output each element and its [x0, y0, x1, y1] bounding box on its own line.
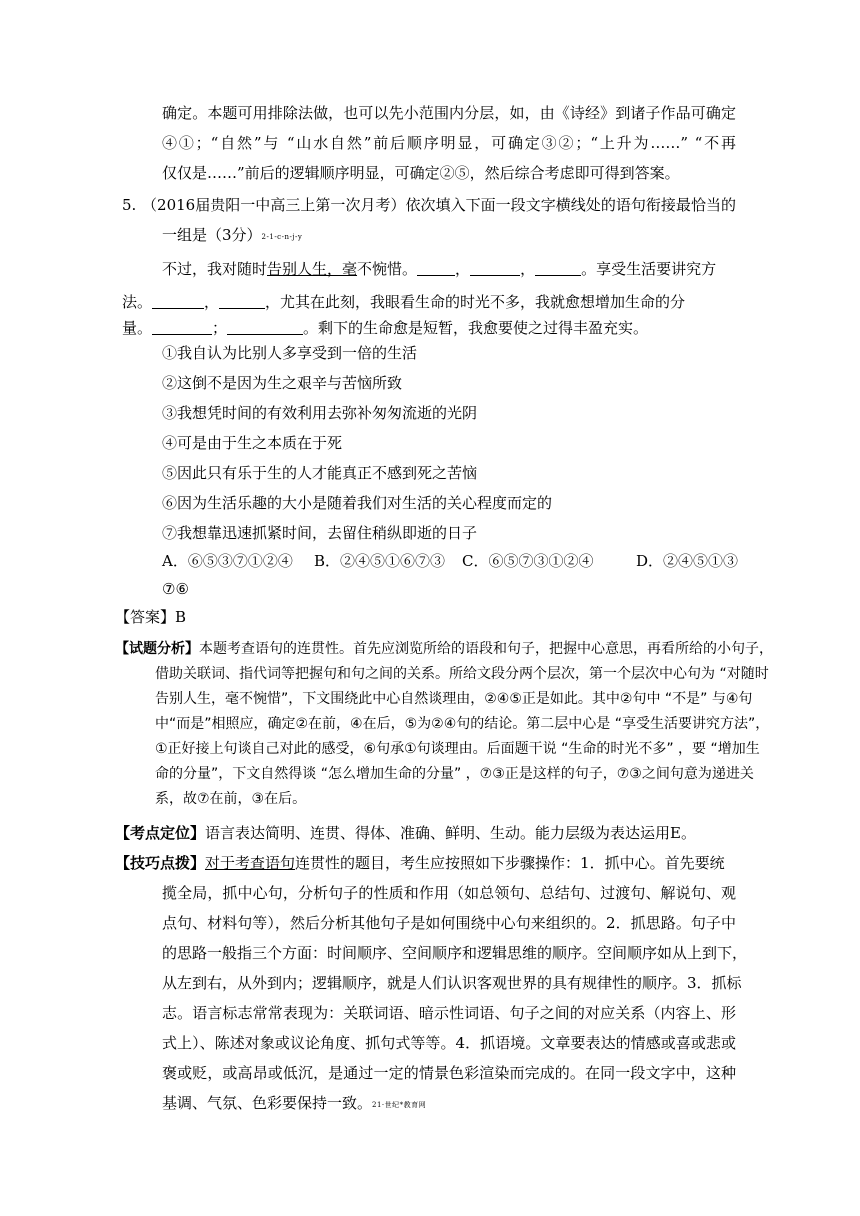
analysis-tag: 【试题分析】	[115, 641, 199, 657]
blank-1	[417, 260, 455, 276]
intro-line-1: 确定。本题可用排除法做，也可以先小范围内分层，如，由《诗经》到诸子作品可确定	[162, 104, 736, 122]
analysis-line-2: 借助关联词、指代词等把握句和句之间的关系。所给文段分两个层次，第一个层次中心句为 “对随时	[155, 666, 769, 682]
blank-3	[535, 260, 581, 276]
watermark-code: 2-1-c-n-j-y	[261, 233, 303, 241]
jiqiao-line-6: 志。语言标志常常表现为：关联词语、暗示性词语、句子之间的对应关系（内容上、形	[162, 1004, 736, 1022]
question-stem-line-1: （2016届贵阳一中高三上第一次月考）依次填入下面一段文字横线处的语句衔接最恰当的	[142, 196, 736, 214]
choice-sentence-2: ②这倒不是因为生之艰辛与苦恼所致	[162, 374, 403, 392]
jiqiao-line-2: 揽全局，抓中心句，分析句子的性质和作用（如总领句、总结句、过渡句、解说句、观	[162, 884, 736, 902]
choice-sentence-5: ⑤因此只有乐于生的人才能真正不感到死之苦恼	[162, 464, 478, 482]
question-number: 5.	[122, 196, 137, 214]
passage-line-3: 量。 ； 。剩下的生命愈是短暂，我愈要使之过得丰盈充实。	[122, 319, 649, 337]
option-b: B．②④⑤①⑥⑦③	[314, 552, 446, 570]
underlined-phrase: 告别人生，毫	[267, 260, 358, 278]
blank-5	[219, 293, 265, 309]
analysis-line-1: 【试题分析】本题考查语句的连贯性。首先应浏览所给的语段和句子，把握中心意思，再看所给的小句子，	[115, 641, 773, 657]
choice-sentence-3: ③我想凭时间的有效利用去弥补匆匆流逝的光阴	[162, 404, 478, 422]
kaodian-line: 【考点定位】语言表达简明、连贯、得体、准确、鲜明、生动。能力层级为表达运用E。	[115, 824, 696, 842]
analysis-line-5: ①正好接上句谈自己对此的感受，⑥句承①句谈理由。后面题干说 “生命的时光不多” ，要 “增加生	[155, 741, 760, 757]
choice-sentence-1: ①我自认为比别人多享受到一倍的生活	[162, 344, 418, 362]
answer-tag: 【答案】	[115, 608, 176, 626]
jiqiao-line-9: 基调、气氛、色彩要保持一致。21·世纪*教育网	[162, 1094, 427, 1112]
choice-sentence-7: ⑦我想靠迅速抓紧时间，去留住稍纵即逝的日子	[162, 524, 478, 542]
jiqiao-line-1: 【技巧点拨】对于考查语句连贯性的题目，考生应按照如下步骤操作：1．抓中心。首先要统	[115, 854, 725, 872]
intro-line-2: ④①；“自然”与 “山水自然”前后顺序明显，可确定③②；“上升为……” “不再	[162, 134, 736, 152]
jiqiao-line-4: 的思路一般指三个方面：时间顺序、空间顺序和逻辑思维的顺序。空间顺序如从上到下，	[162, 944, 748, 962]
choice-sentence-4: ④可是由于生之本质在于死	[162, 434, 343, 452]
option-d: D．②④⑤①③	[636, 552, 739, 570]
blank-4	[152, 293, 204, 309]
option-d-wrap: ⑦⑥	[162, 580, 189, 598]
answer-line	[115, 606, 186, 628]
kaodian-tag: 【考点定位】	[115, 824, 206, 842]
analysis-line-3: 告别人生，毫不惋惜”，下文围绕此中心自然谈理由，②④⑤正是如此。其中②句中 “不是” 与④句	[155, 691, 753, 707]
passage-line-2: 法。 ， ，尤其在此刻，我眼看生命的时光不多，我就愈想增加生命的分	[122, 293, 686, 311]
analysis-line-6: 命的分量”，下文自然得谈 “怎么增加生命的分量” ，⑦③正是这样的句子，⑦③之间句意为递进关	[155, 766, 754, 782]
jiqiao-line-5: 从左到右，从外到内；逻辑顺序，就是人们认识客观世界的具有规律性的顺序。3．抓标	[162, 974, 742, 992]
watermark-mark: 21·世纪*教育网	[372, 1101, 427, 1109]
underlined-phrase-2: 对于考查语句	[205, 854, 296, 872]
intro-line-3: 仅仅是……”前后的逻辑顺序明显，可确定②⑤，然后综合考虑即可得到答案。	[162, 164, 680, 182]
choice-sentence-6: ⑥因为生活乐趣的大小是随着我们对生活的关心程度而定的	[162, 494, 553, 512]
question-stem-line-2	[162, 224, 302, 248]
answer-value: B	[175, 608, 187, 626]
blank-6	[152, 319, 212, 335]
option-a: A．⑥⑤③⑦①②④	[162, 552, 293, 570]
jiqiao-line-3: 点句、材料句等），然后分析其他句子是如何围绕中心句来组织的。2．抓思路。句子中	[162, 914, 736, 932]
jiqiao-line-7: 式上）、陈述对象或议论角度、抓句式等等。4．抓语境。文章要表达的情感或喜或悲或	[162, 1034, 736, 1052]
question-stem-text: 一组是（3分）	[162, 226, 262, 244]
blank-2	[470, 260, 520, 276]
analysis-line-4: 中“而是”相照应，确定②在前，④在后，⑤为②④句的结论。第二层中心是 “享受生活要讲究方法”，	[155, 716, 770, 732]
jiqiao-tag: 【技巧点拨】	[115, 854, 206, 872]
passage-line-1: 不过，我对随时告别人生，毫不惋惜。 ， ， 。享受生活要讲究方	[162, 260, 717, 278]
jiqiao-line-8: 褒或贬，或高昂或低沉，是通过一定的情景色彩渲染而完成的。在同一段文字中，这种	[162, 1064, 736, 1082]
option-c: C．⑥⑤⑦③①②④	[462, 552, 594, 570]
blank-7	[227, 319, 303, 335]
analysis-line-7: 系，故⑦在前，③在后。	[155, 791, 307, 807]
